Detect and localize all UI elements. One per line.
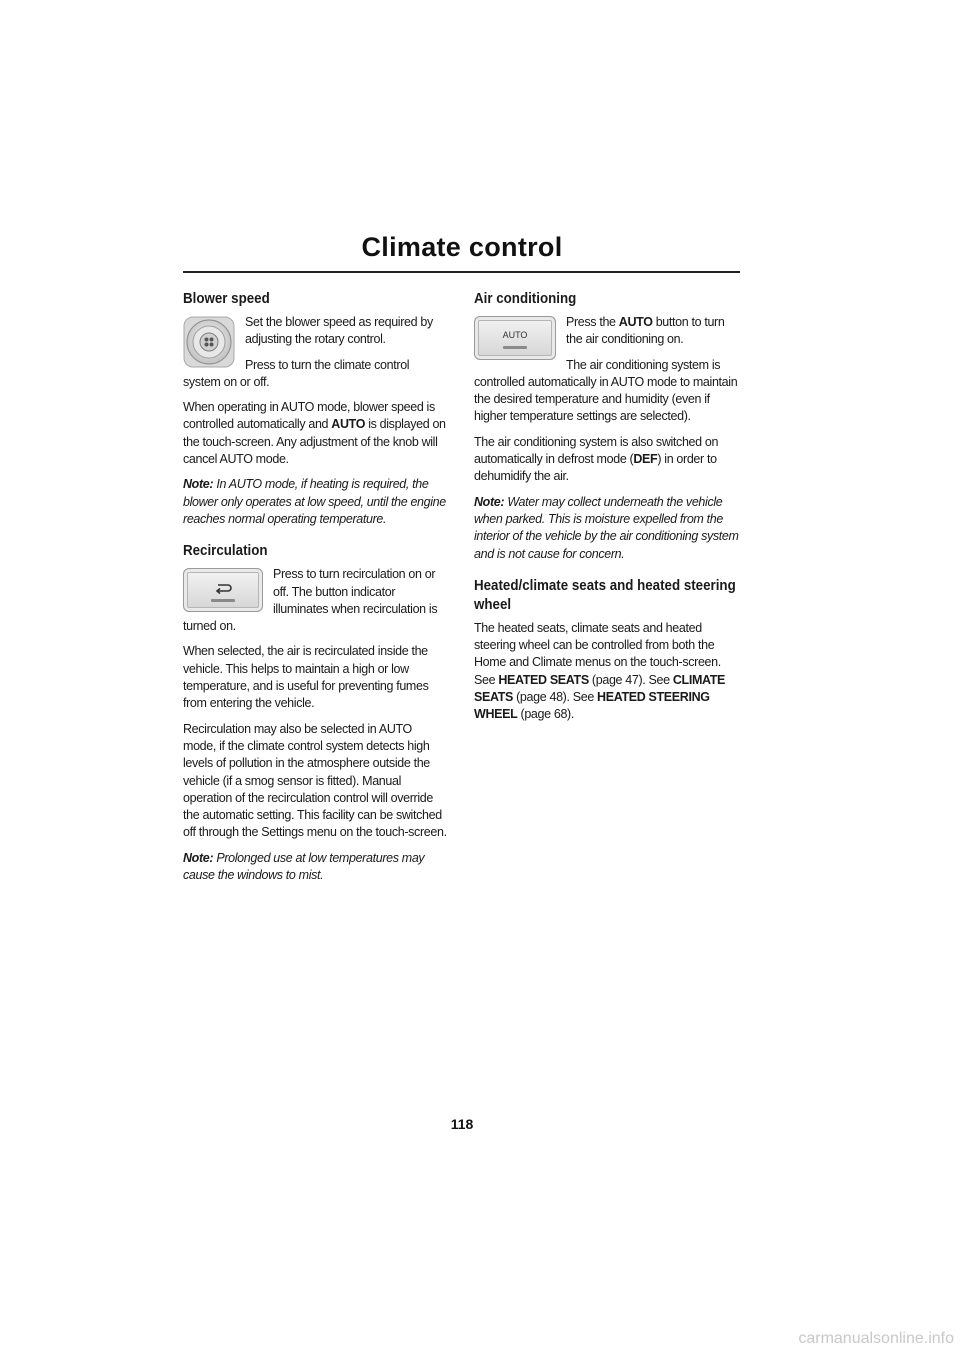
- ac-p1-text-c: button to turn the air conditioning on.: [566, 315, 725, 347]
- heated-seats-section: [474, 577, 742, 724]
- ac-p3-text-c: ) in order to dehumidify the air.: [474, 452, 717, 484]
- recirculation-heading: Recirculation: [183, 543, 268, 560]
- ac-p1-text-a: Press the: [566, 315, 619, 329]
- auto-button-label: AUTO: [502, 330, 528, 340]
- recirculation-note: [183, 850, 448, 885]
- blower-note-label: Note:: [183, 477, 214, 492]
- blower-p3-text-c: is displayed on the touch-screen. Any adjustment of the knob will cancel AUTO mode.: [183, 417, 446, 467]
- ac-p3-text-a: The air conditioning system is also switched on automatically in defrost mode (: [474, 434, 719, 467]
- ac-note-label: Note:: [474, 494, 505, 509]
- blower-p3-text-a: When operating in AUTO mode, blower speed is controlled automatically and: [183, 400, 435, 432]
- climate-seats-link[interactable]: CLIMATE SEATS: [474, 672, 726, 705]
- rotary-knob-icon: [183, 316, 235, 368]
- blower-note: [183, 476, 448, 528]
- recirculation-p1: Press to turn recirculation on or off. The button indicator illuminates when recirculation is turned on.: [183, 567, 438, 634]
- air-conditioning-section: [474, 290, 742, 563]
- left-column: [183, 290, 448, 898]
- air-conditioning-heading: Air conditioning: [474, 291, 577, 307]
- blower-p2: Press to turn the climate control system on or off.: [183, 357, 410, 389]
- ac-p2: The air conditioning system is controlled automatically in AUTO mode to maintain the desired temperature and humidity (even if higher temperature settings are selected).: [474, 357, 738, 424]
- recirculation-intro: [183, 566, 448, 635]
- seats-text-c: (page 48). See: [513, 690, 598, 705]
- blower-intro: [183, 314, 448, 391]
- ac-note: [474, 494, 742, 563]
- ac-p3-def: DEF: [633, 452, 658, 467]
- blower-note-text: In AUTO mode, if heating is required, the blower only operates at low speed, until the engine reaches normal operating temperature.: [183, 477, 446, 526]
- recirculation-p3: Recirculation may also be selected in AUTO mode, if the climate control system detects high levels of pollution in the atmosphere outside the vehicle (if a smog sensor is fitted). Manual operation of the recirculation control will override the automatic setting. This facility can be switched off through the Settings menu on the touch-screen.: [183, 721, 447, 840]
- recirculation-button-icon: [183, 568, 263, 612]
- heated-steering-wheel-link[interactable]: HEATED STEERING WHEEL: [474, 690, 710, 722]
- recirculation-note-label: Note:: [183, 850, 214, 865]
- auto-button-icon: [474, 316, 556, 360]
- ac-p1-auto: AUTO: [618, 315, 653, 329]
- recirculation-p2: When selected, the air is recirculated inside the vehicle. This helps to maintain a high or low temperature, and is useful for preventing fumes from entering the vehicle.: [183, 644, 429, 711]
- page-title: Climate control: [361, 232, 563, 262]
- right-column: [474, 290, 742, 738]
- ac-p3: [474, 434, 742, 486]
- heated-seats-link[interactable]: HEATED SEATS: [498, 672, 589, 687]
- blower-speed-section: [183, 290, 448, 528]
- heated-seats-p1: [474, 620, 742, 724]
- watermark: carmanualsonline.info: [798, 1330, 954, 1347]
- recirculation-section: [183, 542, 448, 884]
- seats-text-d: (page 68).: [517, 707, 574, 722]
- blower-speed-heading: Blower speed: [183, 291, 270, 307]
- seats-text-b: (page 47). See: [588, 672, 673, 687]
- air-conditioning-intro: [474, 314, 742, 426]
- page-number: 118: [450, 1116, 474, 1132]
- blower-p3-auto: AUTO: [331, 417, 366, 432]
- seats-text-a: The heated seats, climate seats and heated steering wheel can be controlled from both the Home and Climate menus on the touch-screen. See: [474, 620, 721, 687]
- blower-p3: [183, 399, 448, 468]
- title-divider: [183, 271, 740, 273]
- recirculation-note-text: Prolonged use at low temperatures may cause the windows to mist.: [183, 850, 425, 883]
- blower-p1: Set the blower speed as required by adjusting the rotary control.: [245, 315, 433, 347]
- heated-seats-heading: Heated/climate seats and heated steering wheel: [474, 577, 736, 613]
- ac-note-text: Water may collect underneath the vehicle when parked. This is moisture expelled from the interior of the vehicle by the air conditioning system and is not cause for concern.: [474, 494, 739, 561]
